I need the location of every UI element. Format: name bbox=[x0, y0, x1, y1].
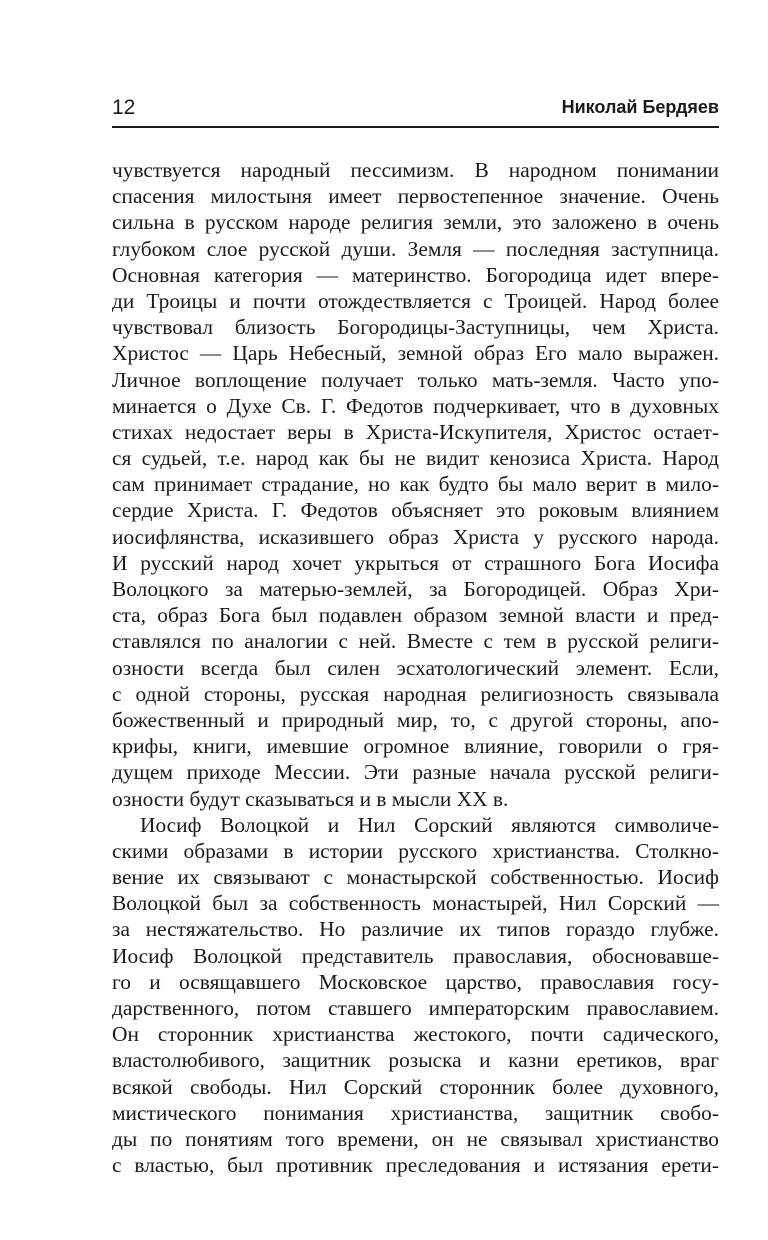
text-line: крифы, книги, имевшие огромное влияние, говорили о гря- bbox=[112, 734, 719, 759]
paragraph bbox=[112, 812, 719, 1179]
text-line: го и освящавшего Московское царство, православия госу- bbox=[112, 969, 719, 994]
text-line: сердие Христа. Г. Федотов объясняет это роковым влиянием bbox=[112, 498, 719, 523]
text-line: Волоцкой был за собственность монастырей, Нил Сорский — bbox=[112, 891, 719, 916]
text-line: Иосиф Волоцкой представитель православия, обосновавше- bbox=[112, 943, 719, 968]
text-line: иосифлянства, исказившего образ Христа у русского народа. bbox=[112, 524, 719, 549]
text-line: за нестяжательство. Но различие их типов гораздо глубже. bbox=[112, 917, 719, 942]
text-line: вение их связывают с монастырской собственностью. Иосиф bbox=[112, 865, 719, 890]
text-line: чувствовал близость Богородицы-Заступницы, чем Христа. bbox=[112, 315, 719, 340]
text-line: ставлялся по аналогии с ней. Вместе с тем в русской религи- bbox=[112, 629, 719, 654]
text-line: минается о Духе Св. Г. Федотов подчеркивает, что в духовных bbox=[112, 393, 719, 418]
text-line: ся судьей, т.е. народ как бы не видит кенозиса Христа. Народ bbox=[112, 446, 719, 471]
text-line: Основная категория — материнство. Богородица идет впере- bbox=[112, 262, 719, 287]
text-line: озности будут сказываться и в мысли XX в. bbox=[112, 786, 509, 811]
paragraph bbox=[112, 157, 719, 812]
text-line: ды по понятиям того времени, он не связывал христианство bbox=[112, 1126, 719, 1151]
text-line: Личное воплощение получает только мать-земля. Часто упо- bbox=[112, 367, 719, 392]
text-line: глубоком слое русской души. Земля — последняя заступница. bbox=[112, 236, 719, 261]
text-line: дущем приходе Мессии. Эти разные начала русской религи- bbox=[112, 760, 719, 785]
text-line: И русский народ хочет укрыться от страшного Бога Иосифа bbox=[112, 550, 719, 575]
text-line: скими образами в истории русского христианства. Столкно- bbox=[112, 838, 719, 863]
text-line: озности всегда был силен эсхатологический элемент. Если, bbox=[112, 655, 719, 680]
running-head-author: Николай Бердяев bbox=[561, 97, 719, 117]
text-line: Он сторонник христианства жестокого, почти садического, bbox=[112, 1022, 719, 1047]
text-line: сам принимает страдание, но как будто бы мало верит в мило- bbox=[112, 472, 719, 497]
page-header bbox=[112, 92, 719, 128]
text-line: с одной стороны, русская народная религиозность связывала bbox=[112, 681, 719, 706]
text-line: чувствуется народный пессимизм. В народном понимании bbox=[112, 158, 719, 182]
page-number: 12 bbox=[112, 96, 136, 119]
body-text bbox=[112, 157, 719, 1178]
text-line: властолюбивого, защитник розыска и казни еретиков, враг bbox=[112, 1048, 719, 1073]
text-line: сильна в русском народе религия земли, это заложено в очень bbox=[112, 210, 719, 235]
text-line: дарственного, потом ставшего императорским православием. bbox=[112, 996, 719, 1020]
text-line: ста, образ Бога был подавлен образом земной власти и пред- bbox=[112, 603, 719, 628]
text-line: всякой свободы. Нил Сорский сторонник более духовного, bbox=[112, 1074, 719, 1099]
text-line: спасения милостыня имеет первостепенное значение. Очень bbox=[112, 184, 719, 209]
text-line: Волоцкого за матерью-землей, за Богородицей. Образ Хри- bbox=[112, 577, 719, 601]
text-line: стихах недостает веры в Христа-Искупителя, Христос остает- bbox=[112, 419, 719, 444]
text-line: с властью, был противник преследования и истязания ерети- bbox=[112, 1153, 719, 1178]
text-line: Иосиф Волоцкой и Нил Сорский являются символиче- bbox=[140, 812, 719, 837]
text-line: Христос — Царь Небесный, земной образ Его мало выражен. bbox=[112, 341, 719, 366]
text-line: мистического понимания христианства, защитник свобо- bbox=[112, 1100, 719, 1125]
text-line: ди Троицы и почти отождествляется с Троицей. Народ более bbox=[112, 288, 719, 313]
text-line: божественный и природный мир, то, с другой стороны, апо- bbox=[112, 707, 719, 732]
